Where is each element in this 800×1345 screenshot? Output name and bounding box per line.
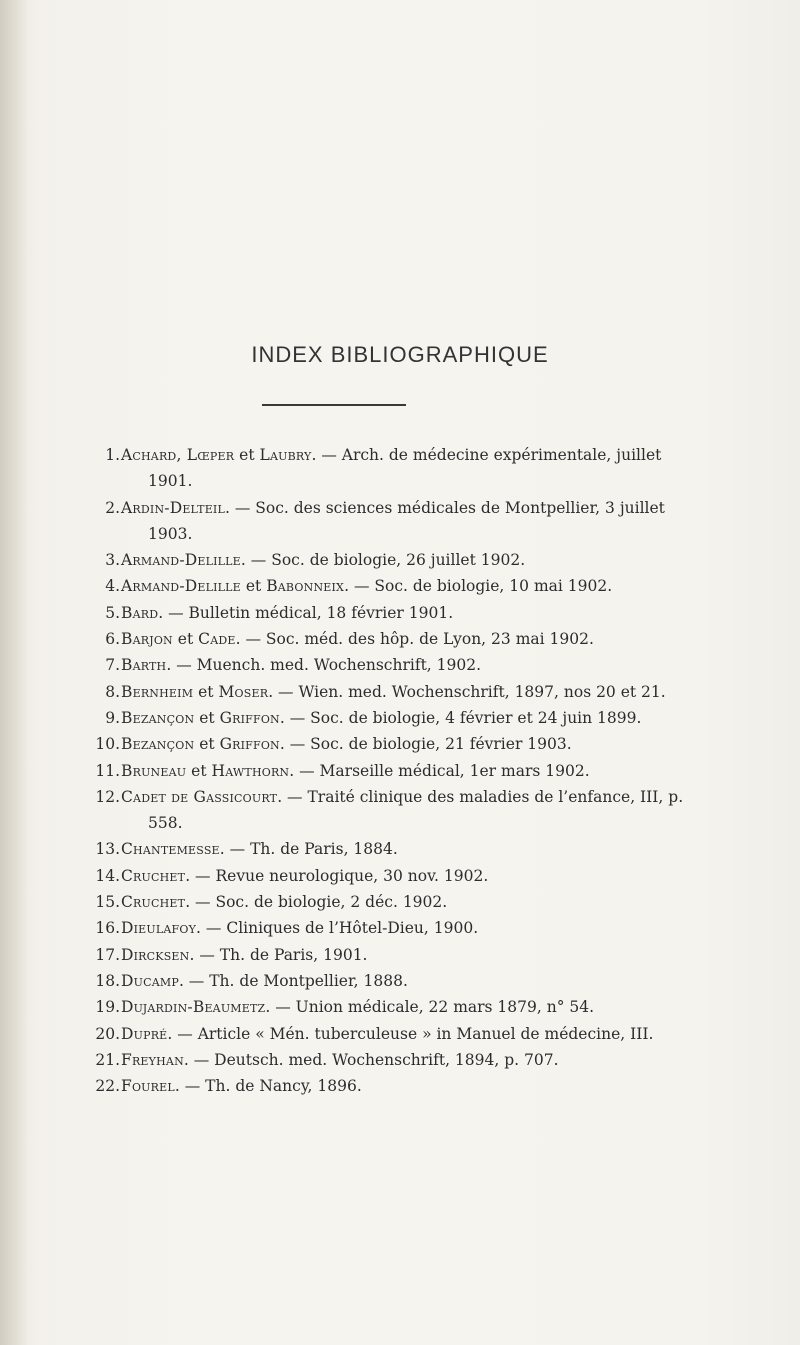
list-item bbox=[0, 836, 800, 862]
entry-number: 13. bbox=[95, 840, 120, 859]
list-item bbox=[0, 600, 800, 626]
list-item bbox=[0, 968, 800, 994]
entry-author-2: Griffon bbox=[219, 735, 280, 754]
list-item bbox=[0, 784, 800, 837]
entry-author: Bezançon bbox=[121, 735, 195, 754]
entry-author-2: Laubry bbox=[259, 446, 312, 464]
entry-author: Bruneau bbox=[121, 761, 187, 780]
entry-author: Bard bbox=[121, 603, 159, 622]
list-item bbox=[0, 495, 800, 548]
entry-number: 11. bbox=[95, 761, 120, 780]
entry-author: Fourel bbox=[121, 1077, 175, 1096]
list-item bbox=[0, 994, 800, 1020]
entry-author: Dircksen bbox=[121, 945, 190, 964]
entry-author: Barth bbox=[121, 656, 167, 675]
entry-reference: . — Cliniques de l’Hôtel-Dieu, 1900. bbox=[196, 919, 479, 938]
list-item bbox=[0, 1021, 800, 1047]
entry-connector: et bbox=[240, 577, 267, 596]
entry-reference: . — Th. de Nancy, 1896. bbox=[174, 1077, 362, 1096]
entry-reference: . — Arch. de médecine expérimentale, juillet 1901. bbox=[148, 446, 662, 491]
entry-number: 22. bbox=[95, 1077, 120, 1096]
entry-number: 14. bbox=[95, 866, 120, 885]
entry-number: 2. bbox=[105, 498, 120, 517]
page-title: INDEX BIBLIOGRAPHIQUE bbox=[251, 342, 549, 367]
entry-number: 9. bbox=[105, 708, 120, 727]
entry-connector: et bbox=[172, 630, 199, 649]
list-item bbox=[0, 1073, 800, 1099]
entry-connector: et bbox=[234, 446, 260, 464]
entry-number: 20. bbox=[95, 1024, 120, 1043]
entry-reference: . — Th. de Paris, 1901. bbox=[189, 945, 368, 964]
entry-author-2: Moser bbox=[218, 682, 269, 701]
entry-reference: . — Bulletin médical, 18 février 1901. bbox=[158, 603, 454, 622]
entry-connector: et bbox=[194, 708, 220, 727]
list-item bbox=[0, 1047, 800, 1073]
entry-number: 8. bbox=[105, 682, 120, 701]
entry-reference: . — Soc. des sciences médicales de Montpellier, 3 juillet 1903. bbox=[148, 498, 665, 543]
entry-reference: . — Deutsch. med. Wochenschrift, 1894, p. 707. bbox=[183, 1050, 559, 1069]
entry-author-2: Griffon bbox=[219, 708, 280, 727]
entry-author: Ardin-Delteil bbox=[121, 498, 225, 517]
entry-connector: et bbox=[186, 761, 212, 780]
entry-reference: . — Soc. de biologie, 10 mai 1902. bbox=[344, 577, 613, 596]
list-item bbox=[0, 626, 800, 652]
list-item bbox=[0, 679, 800, 705]
entry-author: Chantemesse bbox=[121, 840, 220, 859]
list-item bbox=[0, 442, 800, 495]
entry-reference: . — Union médicale, 22 mars 1879, n° 54. bbox=[265, 998, 595, 1017]
entry-connector: et bbox=[194, 735, 220, 754]
entry-number: 7. bbox=[105, 656, 120, 675]
entry-reference: . — Muench. med. Wochenschrift, 1902. bbox=[166, 656, 482, 675]
entry-reference: . — Revue neurologique, 30 nov. 1902. bbox=[185, 866, 489, 885]
entry-reference: . — Th. de Paris, 1884. bbox=[219, 840, 398, 859]
list-item bbox=[0, 758, 800, 784]
list-item bbox=[0, 573, 800, 599]
entry-reference: . — Soc. de biologie, 4 février et 24 juin 1899. bbox=[279, 708, 642, 727]
entry-author: Ducamp bbox=[121, 971, 179, 990]
list-item bbox=[0, 889, 800, 915]
entry-author: Cruchet bbox=[121, 866, 186, 885]
list-item bbox=[0, 915, 800, 941]
entry-number: 1. bbox=[105, 446, 120, 464]
entry-number: 21. bbox=[95, 1050, 120, 1069]
entry-reference: . — Soc. méd. des hôp. de Lyon, 23 mai 1902. bbox=[235, 630, 594, 649]
entry-reference: . — Marseille médical, 1er mars 1902. bbox=[289, 761, 590, 780]
entry-author-2: Cade bbox=[198, 630, 236, 649]
entry-reference: . — Article « Mén. tuberculeuse » in Manuel de médecine, III. bbox=[167, 1024, 654, 1043]
entry-number: 3. bbox=[105, 551, 120, 570]
entry-author: Dieulafoy bbox=[121, 919, 197, 938]
list-item bbox=[0, 652, 800, 678]
entry-author-2: Hawthorn bbox=[211, 761, 290, 780]
entry-number: 10. bbox=[95, 735, 120, 754]
entry-number: 6. bbox=[105, 630, 120, 649]
entry-author: Armand-Delille bbox=[121, 577, 241, 596]
entry-author-2: Babonneix bbox=[266, 577, 345, 596]
list-item bbox=[0, 942, 800, 968]
entry-author: Cadet de Gassicourt bbox=[121, 787, 278, 806]
entry-author: Bezançon bbox=[121, 708, 195, 727]
entry-reference: . — Wien. med. Wochenschrift, 1897, nos 20 et 21. bbox=[268, 682, 666, 701]
entry-author: Achard, Lœper bbox=[121, 446, 235, 464]
entry-author: Barjon bbox=[121, 630, 173, 649]
entry-number: 19. bbox=[95, 998, 120, 1017]
entry-connector: et bbox=[193, 682, 219, 701]
title-divider bbox=[262, 404, 406, 406]
entry-number: 4. bbox=[105, 577, 120, 596]
entry-author: Freyhan bbox=[121, 1050, 184, 1069]
list-item bbox=[0, 705, 800, 731]
entry-number: 17. bbox=[95, 945, 120, 964]
entry-number: 5. bbox=[105, 603, 120, 622]
list-item bbox=[0, 547, 800, 573]
entry-reference: . — Th. de Montpellier, 1888. bbox=[178, 971, 408, 990]
entry-reference: . — Soc. de biologie, 2 déc. 1902. bbox=[185, 893, 448, 912]
entry-number: 18. bbox=[95, 971, 120, 990]
entry-number: 15. bbox=[95, 893, 120, 912]
entry-reference: . — Soc. de biologie, 21 février 1903. bbox=[279, 735, 572, 754]
entry-author: Bernheim bbox=[121, 682, 194, 701]
entry-number: 12. bbox=[95, 787, 120, 806]
list-item bbox=[0, 731, 800, 757]
bibliography-list bbox=[0, 442, 800, 1099]
entry-reference: . — Soc. de biologie, 26 juillet 1902. bbox=[240, 551, 526, 570]
list-item bbox=[0, 863, 800, 889]
entry-author: Armand-Delille bbox=[121, 551, 241, 570]
entry-author: Dujardin-Beaumetz bbox=[121, 998, 266, 1017]
entry-reference: . — Traité clinique des maladies de l’enfance, III, p. 558. bbox=[148, 787, 684, 833]
entry-author: Dupré bbox=[121, 1024, 168, 1043]
entry-author: Cruchet bbox=[121, 893, 186, 912]
entry-number: 16. bbox=[95, 919, 120, 938]
